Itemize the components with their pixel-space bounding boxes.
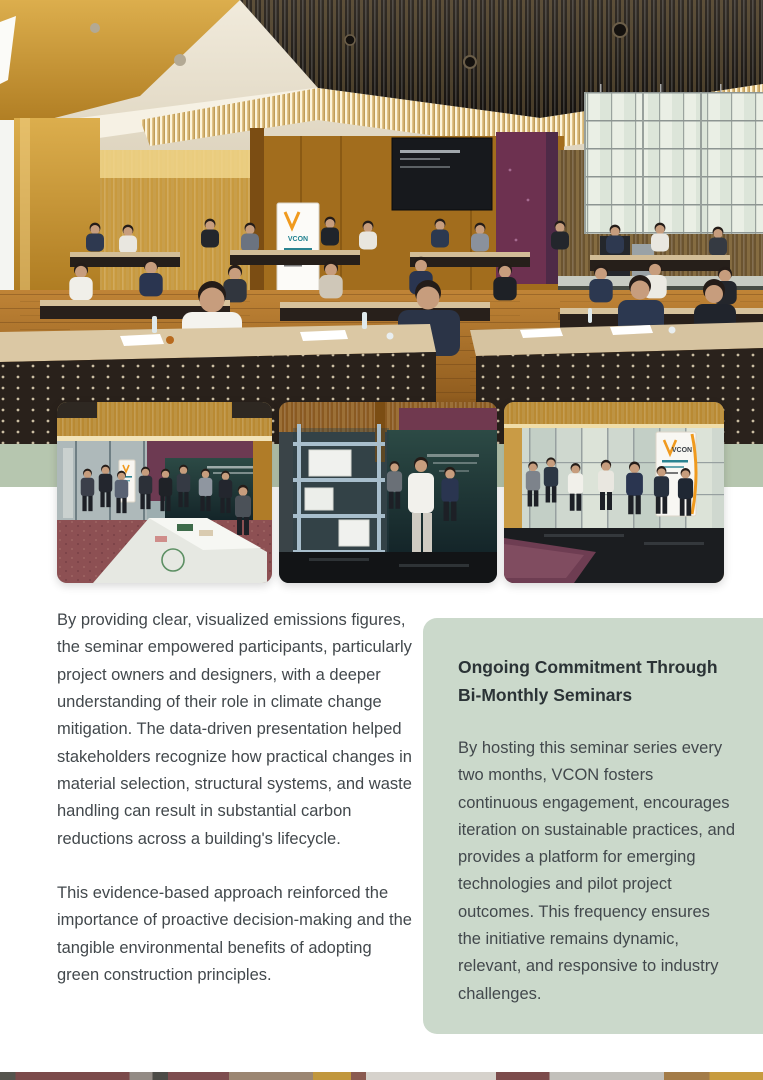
hero-vcon-banner	[277, 203, 319, 293]
commitment-card-title: Ongoing Commitment Through Bi-Monthly Seminars	[458, 657, 718, 705]
photo-gallery	[57, 402, 724, 583]
commitment-card	[423, 618, 763, 1034]
hero-banner-logo-text: VCON	[287, 236, 309, 243]
next-page-photo-strip	[0, 1072, 763, 1080]
gallery3-banner-logo-text: VCON	[671, 447, 693, 454]
gallery2-rack	[293, 424, 389, 564]
seminar-room-photo	[0, 0, 763, 444]
body-text-column	[57, 607, 415, 1016]
seminar-room-illustration	[0, 0, 763, 444]
commitment-card-body: By hosting this seminar series every two months, VCON fosters continuous engagement, encourages iteration on sustainable practices, and provides a platform for emerging technologies and pilot project outcomes. This frequency ensures the initiative remains dynamic, relevant, and responsive to industry challenges.	[458, 739, 736, 1003]
gallery-photo-networking	[504, 402, 724, 583]
paragraph-evidence-based: This evidence-based approach reinforced the importance of proactive decision-making and the tangible environmental benefits of adopting green construction principles.	[57, 884, 412, 985]
paragraph-emissions-figures: By providing clear, visualized emissions figures, the seminar empowered participants, particularly project owners and designers, with a deeper understanding of their role in climate change mitigation. The data-driven presentation helped stakeholders recognize how practical changes in material selection, structural systems, and waste handling can result in substantial carbon reductions across a building's lifecycle.	[57, 611, 412, 848]
gallery-photo-lobby-table	[57, 402, 272, 583]
gallery-photo-exhibit-shelf	[279, 402, 497, 583]
